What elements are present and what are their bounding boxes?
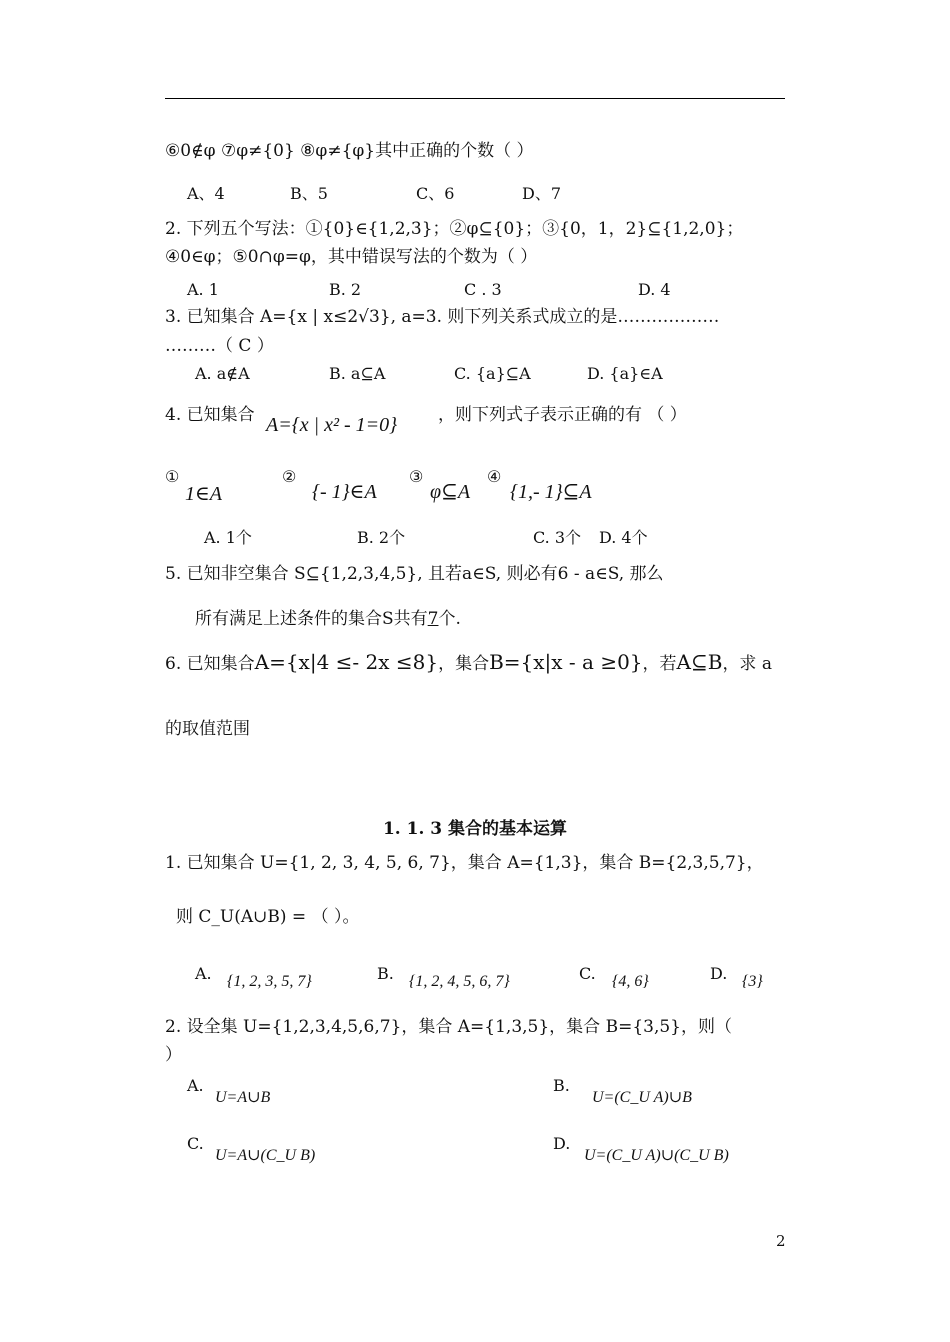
q1-option-a: A、4 [187, 184, 225, 203]
q6-mid: ，集合 [438, 654, 490, 674]
q6-line2: 的取值范围 [165, 719, 250, 739]
q4-item-4-expr: {1,- 1}⊆A [510, 481, 592, 503]
q4-suffix: ，则下列式子表示正确的有 （ ） [438, 405, 687, 425]
q4-item-4-num: ④ [487, 467, 502, 486]
s2-option-d-label: D. [553, 1134, 571, 1153]
q5-answer: 7 [427, 609, 439, 629]
s2-option-b-expr: U=(C_U A)∪B [592, 1089, 692, 1106]
header-rule [165, 98, 785, 99]
q2-line1: 2. 下列五个写法：①{0}∈{1,2,3}；②φ⊆{0}；③{0，1，2}⊆{1,2,0}； [165, 219, 744, 239]
q6-pre: 6. 已知集合 [165, 654, 255, 674]
q3-line1: 3. 已知集合 A={x | x≤2√3}, a=3. 则下列关系式成立的是……………… [165, 307, 720, 327]
q2-option-c: C . 3 [464, 280, 502, 299]
q4-item-3-expr: φ⊆A [430, 481, 471, 503]
q2-option-a: A. 1 [187, 280, 219, 299]
q3-option-b: B. a⊆A [329, 364, 386, 383]
s2-option-d-expr: U=(C_U A)∪(C_U B) [584, 1147, 729, 1164]
q4-option-a: A. 1个 [204, 528, 252, 547]
s1-option-b-label: B. [377, 964, 394, 983]
s1-line1: 1. 已知集合 U={1, 2, 3, 4, 5, 6, 7}，集合 A={1,3}，集合 B={2,3,5,7}， [165, 853, 764, 873]
section-title: 1. 1. 3 集合的基本运算 [382, 819, 568, 839]
q3-option-c: C. {a}⊆A [454, 364, 531, 383]
q1-option-d: D、7 [522, 184, 562, 203]
q4-prefix: 4. 已知集合 [165, 405, 255, 425]
q6-set-b: B={x|x - a ≥0} [489, 650, 643, 674]
q1-option-c: C、6 [416, 184, 455, 203]
s1-line2: 则 C_U(A∪B) = （ ）。 [176, 907, 360, 927]
q4-item-2-expr: {- 1}∈A [312, 481, 377, 503]
q4-option-c: C. 3个 [533, 528, 582, 547]
q4-item-1-expr: 1∈A [185, 483, 223, 505]
q2-option-b: B. 2 [329, 280, 362, 299]
s2-option-b-label: B. [553, 1076, 570, 1095]
s1-option-c-expr: {4, 6} [612, 973, 649, 990]
q4-item-1-num: ① [165, 467, 180, 486]
s1-option-b-expr: {1, 2, 4, 5, 6, 7} [409, 973, 510, 990]
page-number: 2 [776, 1232, 786, 1250]
q5-line2-post: 个. [438, 609, 461, 629]
q6-post: ，求 a [722, 654, 772, 674]
q1-option-b: B、5 [290, 184, 328, 203]
s2-option-c-expr: U=A∪(C_U B) [215, 1147, 316, 1164]
q4-option-d: D. 4个 [599, 528, 648, 547]
s1-option-a-expr: {1, 2, 3, 5, 7} [227, 973, 312, 990]
q1-tail-line: ⑥0∉φ ⑦φ≠{0} ⑧φ≠{φ}其中正确的个数（ ） [165, 141, 534, 161]
q3-option-d: D. {a}∈A [587, 364, 663, 383]
q4-item-2-num: ② [282, 467, 297, 486]
s2-option-a-label: A. [187, 1076, 204, 1095]
q6-set-a: A={x|4 ≤- 2x ≤8} [254, 650, 439, 674]
q6-line1 [165, 651, 772, 675]
q2-option-d: D. 4 [638, 280, 671, 299]
q2-line2: ④0∈φ；⑤0∩φ=φ，其中错误写法的个数为（ ） [165, 247, 538, 267]
s2-option-c-label: C. [187, 1134, 204, 1153]
q5-line2-pre: 所有满足上述条件的集合S共有 [195, 609, 428, 629]
s2-line2: ） [165, 1045, 182, 1065]
s1-option-d-expr: {3} [742, 973, 763, 990]
s1-option-a-label: A. [195, 964, 212, 983]
s1-option-c-label: C. [579, 964, 596, 983]
s1-option-d-label: D. [710, 964, 728, 983]
s2-line1: 2. 设全集 U={1,2,3,4,5,6,7}，集合 A={1,3,5}，集合 B={3,5}，则（ [165, 1017, 732, 1037]
q4-option-b: B. 2个 [357, 528, 406, 547]
q3-option-a: A. a∉A [195, 364, 250, 383]
s2-option-a-expr: U=A∪B [215, 1089, 271, 1106]
q4-formula: A={x | x² - 1=0} [266, 414, 398, 436]
q6-condition: A⊆B [676, 650, 723, 674]
q4-item-3-num: ③ [409, 467, 424, 486]
q6-mid2: ，若 [642, 654, 677, 674]
q3-line2: ………（ C ） [165, 336, 274, 356]
q5-line1: 5. 已知非空集合 S⊆{1,2,3,4,5}, 且若a∈S, 则必有6 - a∈S, 那么 [165, 564, 664, 584]
q5-line2 [195, 608, 461, 630]
